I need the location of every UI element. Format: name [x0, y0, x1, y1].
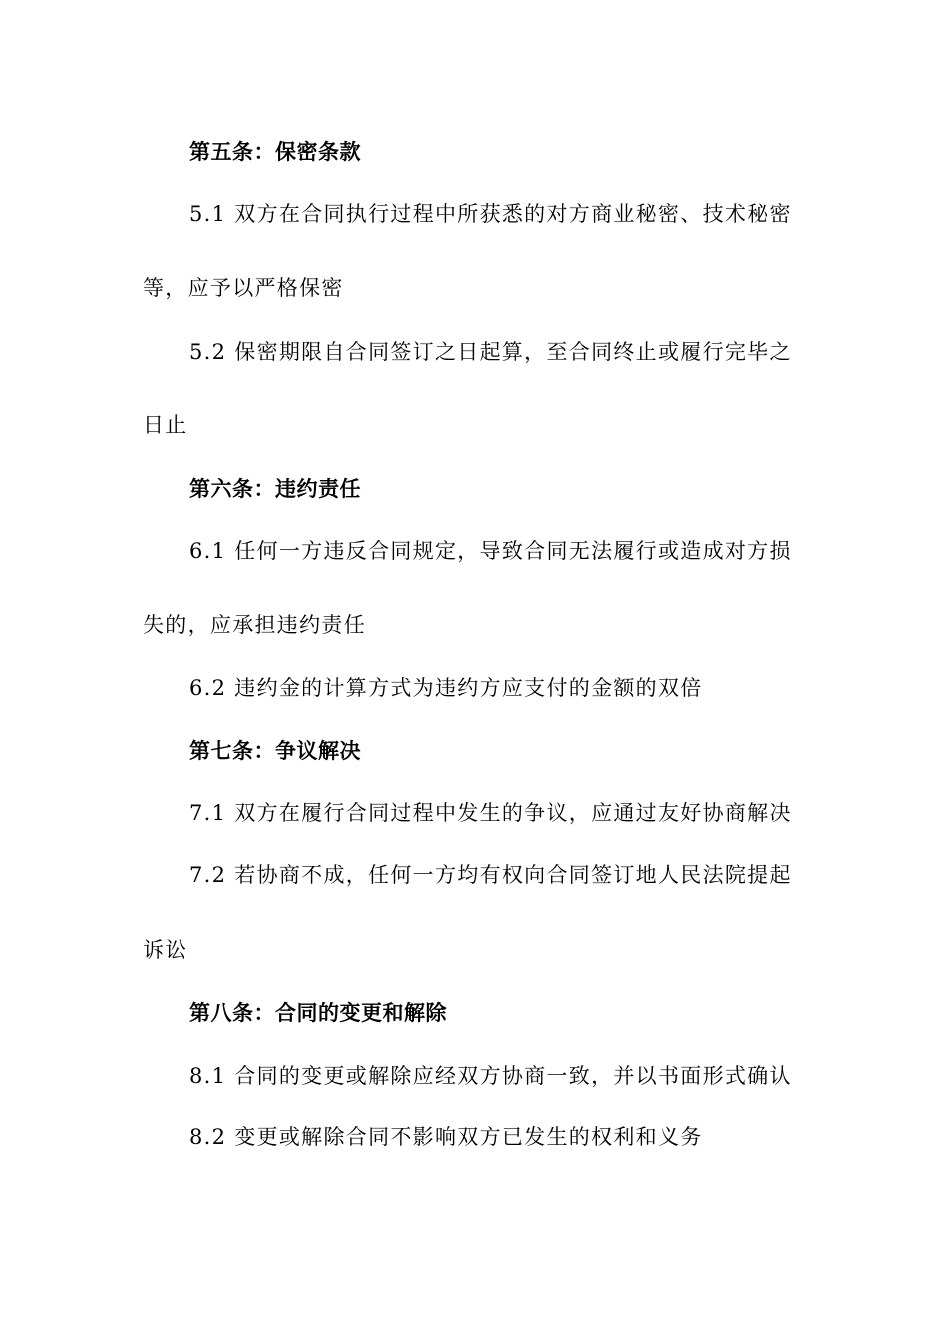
clause-text: 5.1 双方在合同执行过程中所获悉的对方商业秘密、技术秘密 — [189, 202, 792, 226]
clause-text: 6.1 任何一方违反合同规定，导致合同无法履行或造成对方损 — [189, 539, 792, 563]
clause-text: 8.2 变更或解除合同不影响双方已发生的权利和义务 — [189, 1125, 703, 1149]
section-heading: 第六条：违约责任 — [189, 477, 361, 501]
section-heading: 第五条：保密条款 — [189, 140, 361, 164]
clause-continuation: 失的，应承担违约责任 — [143, 613, 366, 637]
clause-text: 7.1 双方在履行合同过程中发生的争议，应通过友好协商解决 — [189, 801, 792, 825]
clause-text: 6.2 违约金的计算方式为违约方应支付的金额的双倍 — [189, 676, 703, 700]
clause-continuation: 等，应予以严格保密 — [143, 276, 344, 300]
clause-continuation: 日止 — [143, 413, 188, 437]
section-heading: 第七条：争议解决 — [189, 739, 361, 763]
clause-text: 7.2 若协商不成，任何一方均有权向合同签订地人民法院提起 — [189, 863, 792, 887]
clause-text: 5.2 保密期限自合同签订之日起算，至合同终止或履行完毕之 — [189, 340, 792, 364]
section-heading: 第八条：合同的变更和解除 — [189, 1001, 447, 1025]
clause-text: 8.1 合同的变更或解除应经双方协商一致，并以书面形式确认 — [189, 1064, 792, 1088]
clause-continuation: 诉讼 — [143, 938, 188, 962]
